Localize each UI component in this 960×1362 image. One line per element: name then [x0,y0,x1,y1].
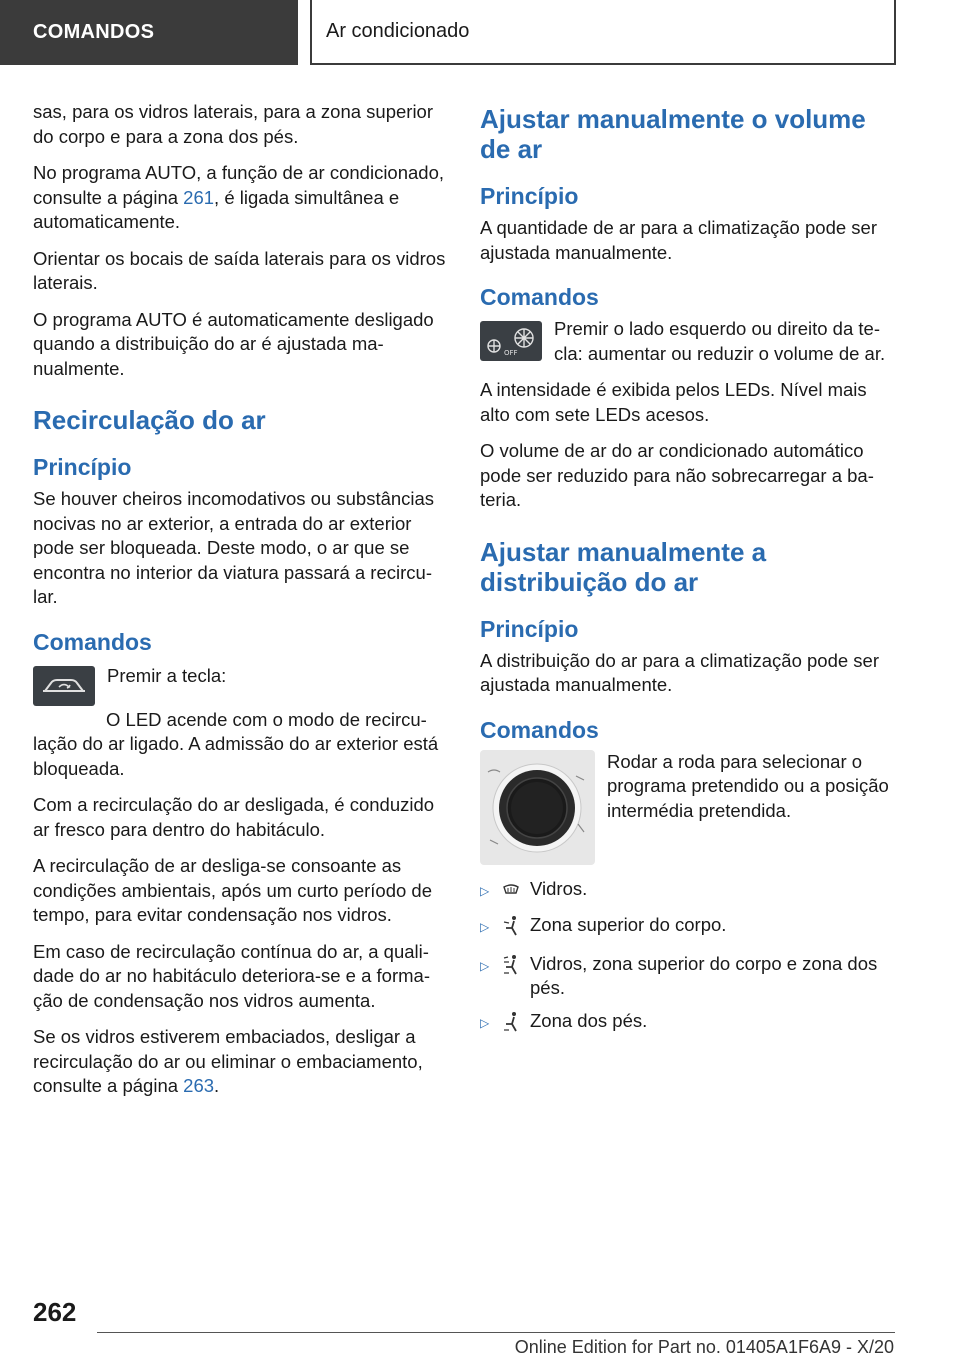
list-item [480,1009,895,1040]
paragraph: A recirculação de ar desliga-se consoante as condições ambientais, após um curto período de tempo, para evitar condensação nos vidros. [33,855,433,925]
list-item-text: Zona dos pés. [530,1009,648,1031]
list-item [480,952,895,1001]
recirculation-button-icon [33,666,95,706]
right-column [480,100,895,1047]
heading-air-volume: Ajustar manualmente o volume de ar [480,104,866,164]
distribution-control [480,750,895,865]
chapter-tab [310,0,896,65]
subheading-principle: Princípio [480,183,579,209]
footer-edition: Online Edition for Part no. 01405A1F6A9 - X/20 [514,1337,894,1357]
paragraph: Premir o lado esquerdo ou direito da tecla: aumentar ou reduzir o volume de ar. [554,318,886,364]
paragraph: Se houver cheiros incomodativos ou substâncias nocivas no ar exterior, a entrada do ar exterior pode ser bloqueada. Deste modo, o ar que se encontra no interior da viatura passará a recircular. [33,488,435,607]
page-number: 262 [33,1297,77,1327]
heading-recirculation: Recirculação do ar [33,405,266,435]
bullet-triangle-icon: ▷ [480,958,490,973]
paragraph: Em caso de recirculação contínua do ar, a qualidade do ar no habitáculo deteriora-se e a formação de condensação nos vidros aumenta. [33,940,430,1011]
bullet-triangle-icon: ▷ [480,1015,490,1030]
paragraph: Rodar a roda para selecionar o programa pretendido ou a posição intermédia pretendida. [607,750,889,821]
windshield-body-feet-icon [502,954,522,983]
paragraph: Orientar os bocais de saída laterais para os vidros laterais. [33,247,446,293]
list-item-text: Zona superior do corpo. [530,914,727,935]
subheading-principle: Princípio [33,454,132,480]
paragraph: Premir a tecla: [107,664,227,686]
distribution-knob-image [480,750,595,865]
paragraph: sas, para os vidros laterais, para a zona superior do corpo e para a zona dos pés. [33,101,434,147]
windshield-icon [502,879,522,906]
chapter-title: Ar condicionado [326,20,470,42]
page-link-261[interactable]: 261 [183,186,215,208]
paragraph: A distribuição do ar para a climatização pode ser ajustada manualmente. [480,649,879,695]
paragraph: A quantidade de ar para a climatização pode ser ajustada manualmente. [480,217,877,263]
bullet-triangle-icon: ▷ [480,920,490,934]
footer-divider [97,1332,895,1333]
paragraph: O programa AUTO é automaticamente desligado quando a distribuição do ar é ajustada manualmente. [33,308,434,379]
list-item-text: Vidros. [530,877,588,899]
off-label: OFF [504,349,518,357]
bullet-triangle-icon: ▷ [480,883,490,898]
paragraph: O volume de ar do ar condicionado automático pode ser reduzido para não sobrecarregar a bateria. [480,440,874,510]
heading-air-distribution: Ajustar manualmente a distribuição do ar [480,536,767,597]
feet-icon [502,1011,522,1040]
distribution-program-list [480,877,895,1040]
paragraph: O LED acende com o modo de recirculação do ar ligado. A admissão do ar exterior está bloqueada. [33,708,439,779]
subheading-controls: Comandos [480,284,599,310]
left-column [33,100,448,1111]
subheading-controls: Comandos [33,628,152,655]
paragraph: A intensidade é exibida pelos LEDs. Nível mais alto com sete LEDs acesos. [480,379,867,425]
section-title: COMANDOS [33,21,155,43]
recirculation-control [33,662,448,706]
list-item-text: Vidros, zona superior do corpo e zona dos pés. [530,952,878,998]
subheading-controls: Comandos [480,716,599,743]
subheading-principle: Princípio [480,615,579,642]
list-item [480,913,895,944]
section-tab [0,0,298,65]
page-link-263[interactable]: 263 [183,1075,215,1096]
paragraph: Com a recirculação do ar desligada, é conduzido ar fresco para dentro do habitáculo. [33,794,435,840]
fan-control [480,317,895,366]
paragraph: Se os vidros estiverem embaciados, desligar a recirculação do ar ou eliminar o embaciamento, consulte a página 263. [33,1026,423,1096]
fan-button-icon [480,321,542,361]
list-item [480,877,895,906]
paragraph: No programa AUTO, a função de ar condicionado, consulte a página 261, é ligada simultânea e automaticamente. [33,162,445,232]
upper-body-icon [502,915,522,944]
